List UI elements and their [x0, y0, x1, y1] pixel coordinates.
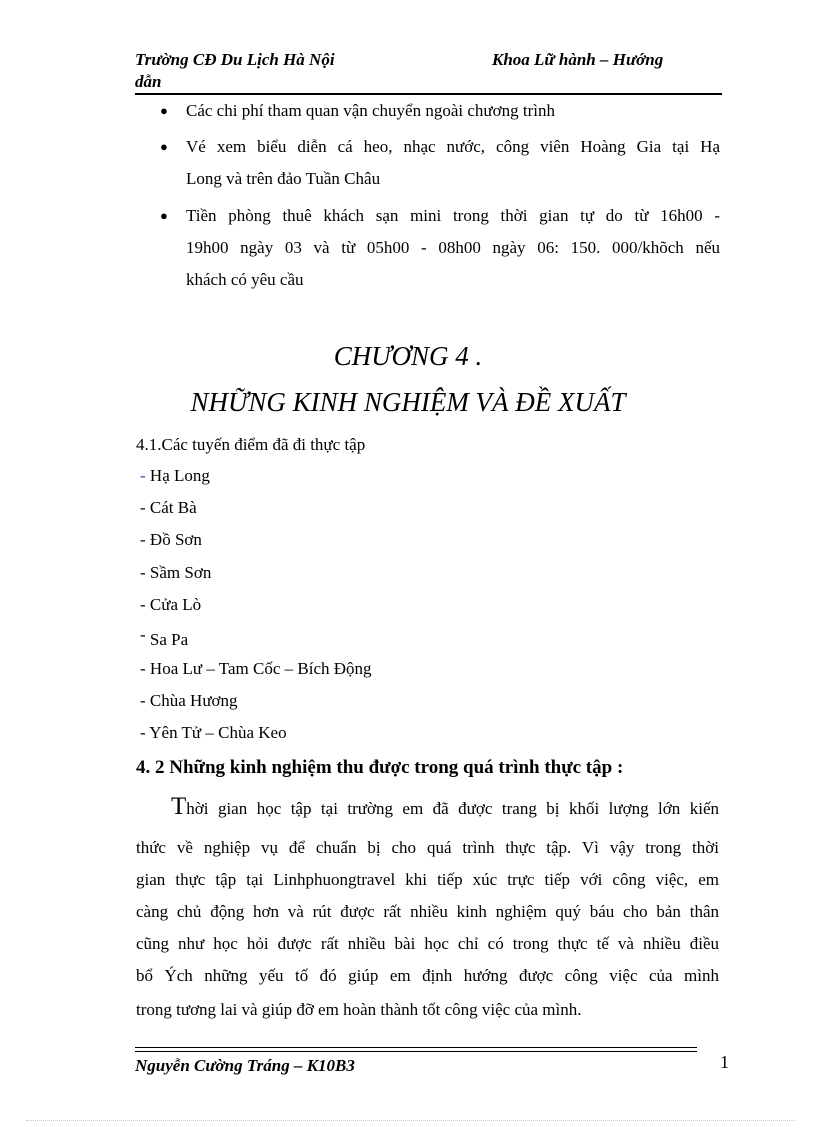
bullet-item — [160, 200, 720, 296]
header-school-continued: dẫn — [135, 72, 162, 91]
destination: Yên Tử – Chùa Keo — [149, 723, 287, 742]
destination: Sa Pa — [149, 630, 189, 649]
bullet-dot-icon: ● — [160, 208, 168, 223]
list-item: - Hoa Lư – Tam Cốc – Bích Động — [140, 659, 372, 678]
footer-author: Nguyễn Cường Tráng – K10B3 — [135, 1056, 355, 1075]
page-edge-dots — [26, 1120, 796, 1121]
paragraph-line: càng chủ động hơn và rút được rất nhiều kinh nghiệm quý báu cho bản thân — [136, 902, 719, 921]
list-item: - Đồ Sơn — [140, 530, 202, 549]
chapter-title: NHỮNG KINH NGHIỆM VÀ ĐỀ XUẤT — [190, 387, 626, 417]
list-item: - Yên Tử – Chùa Keo — [140, 723, 287, 742]
bullet-text: Long và trên đảo Tuần Châu — [186, 169, 381, 188]
list-item — [140, 466, 210, 486]
destination: Cửa Lò — [149, 595, 202, 614]
paragraph-line: cũng như học hỏi được rất nhiều bài học chỉ có trong thực tế và nhiều điều — [136, 934, 719, 953]
footer-rule — [135, 1047, 697, 1048]
header-faculty: Khoa Lữ hành – Hướng — [492, 50, 664, 69]
bullet-text: 19h00 ngày 03 và từ 05h00 - 08h00 ngày 06: 150. 000/khõch nếu — [186, 238, 720, 257]
destination: Sầm Sơn — [149, 563, 212, 582]
list-item: - Sa Pa — [140, 625, 189, 649]
bullet-dot-icon: ● — [160, 139, 168, 154]
destination: Hạ Long — [149, 466, 210, 485]
chapter-number: CHƯƠNG 4 . — [333, 341, 483, 371]
destination: Đồ Sơn — [149, 530, 202, 549]
drop-cap: T — [171, 793, 187, 820]
page-number: 1 — [720, 1052, 729, 1072]
paragraph-line: bổ Ých những yếu tố đó giúp em định hướng được công việc của mình — [136, 966, 719, 985]
section-title: 4. 2 Những kinh nghiệm thu được trong quá trình thực tập : — [136, 757, 624, 778]
destination: Chùa Hương — [149, 691, 238, 710]
paragraph-line: gian thực tập tại Linhphuongtravel khi tiếp xúc trực tiếp với công việc, em — [136, 870, 719, 889]
destination: Cát Bà — [149, 498, 197, 517]
paragraph-line: trong tương lai và giúp đỡ em hoàn thành tốt công việc của mình. — [136, 1000, 582, 1019]
paragraph-line: thức về nghiệp vụ để chuẩn bị cho quá trình thực tập. Vì vậy trong thời — [136, 838, 719, 857]
bullet-text: Các chi phí tham quan vận chuyển ngoài chương trình — [186, 101, 555, 120]
bullet-item — [160, 95, 720, 127]
header-school: Trường CĐ Du Lịch Hà Nội — [135, 50, 335, 69]
list-item: - Cửa Lò — [140, 595, 202, 614]
paragraph-line: Thời gian học tập tại trường em đã được trang bị khối lượng lớn kiến — [171, 793, 719, 820]
list-item: - Sầm Sơn — [140, 563, 212, 582]
list-item: - Cát Bà — [140, 498, 197, 517]
footer-rule — [135, 1051, 697, 1052]
bullet-dot-icon: ● — [160, 103, 168, 118]
bullet-item — [160, 131, 720, 195]
bullet-text: Vé xem biểu diễn cá heo, nhạc nước, công viên Hoàng Gia tại Hạ — [186, 137, 720, 156]
dash-icon: - — [140, 466, 146, 485]
destination: Hoa Lư – Tam Cốc – Bích Động — [149, 659, 372, 678]
list-item: - Chùa Hương — [140, 691, 238, 710]
bullet-text: khách có yêu cầu — [186, 270, 304, 289]
bullet-text: Tiền phòng thuê khách sạn mini trong thời gian tự do từ 16h00 - — [186, 206, 720, 225]
section-title: 4.1.Các tuyến điểm đã đi thực tập — [136, 435, 366, 454]
